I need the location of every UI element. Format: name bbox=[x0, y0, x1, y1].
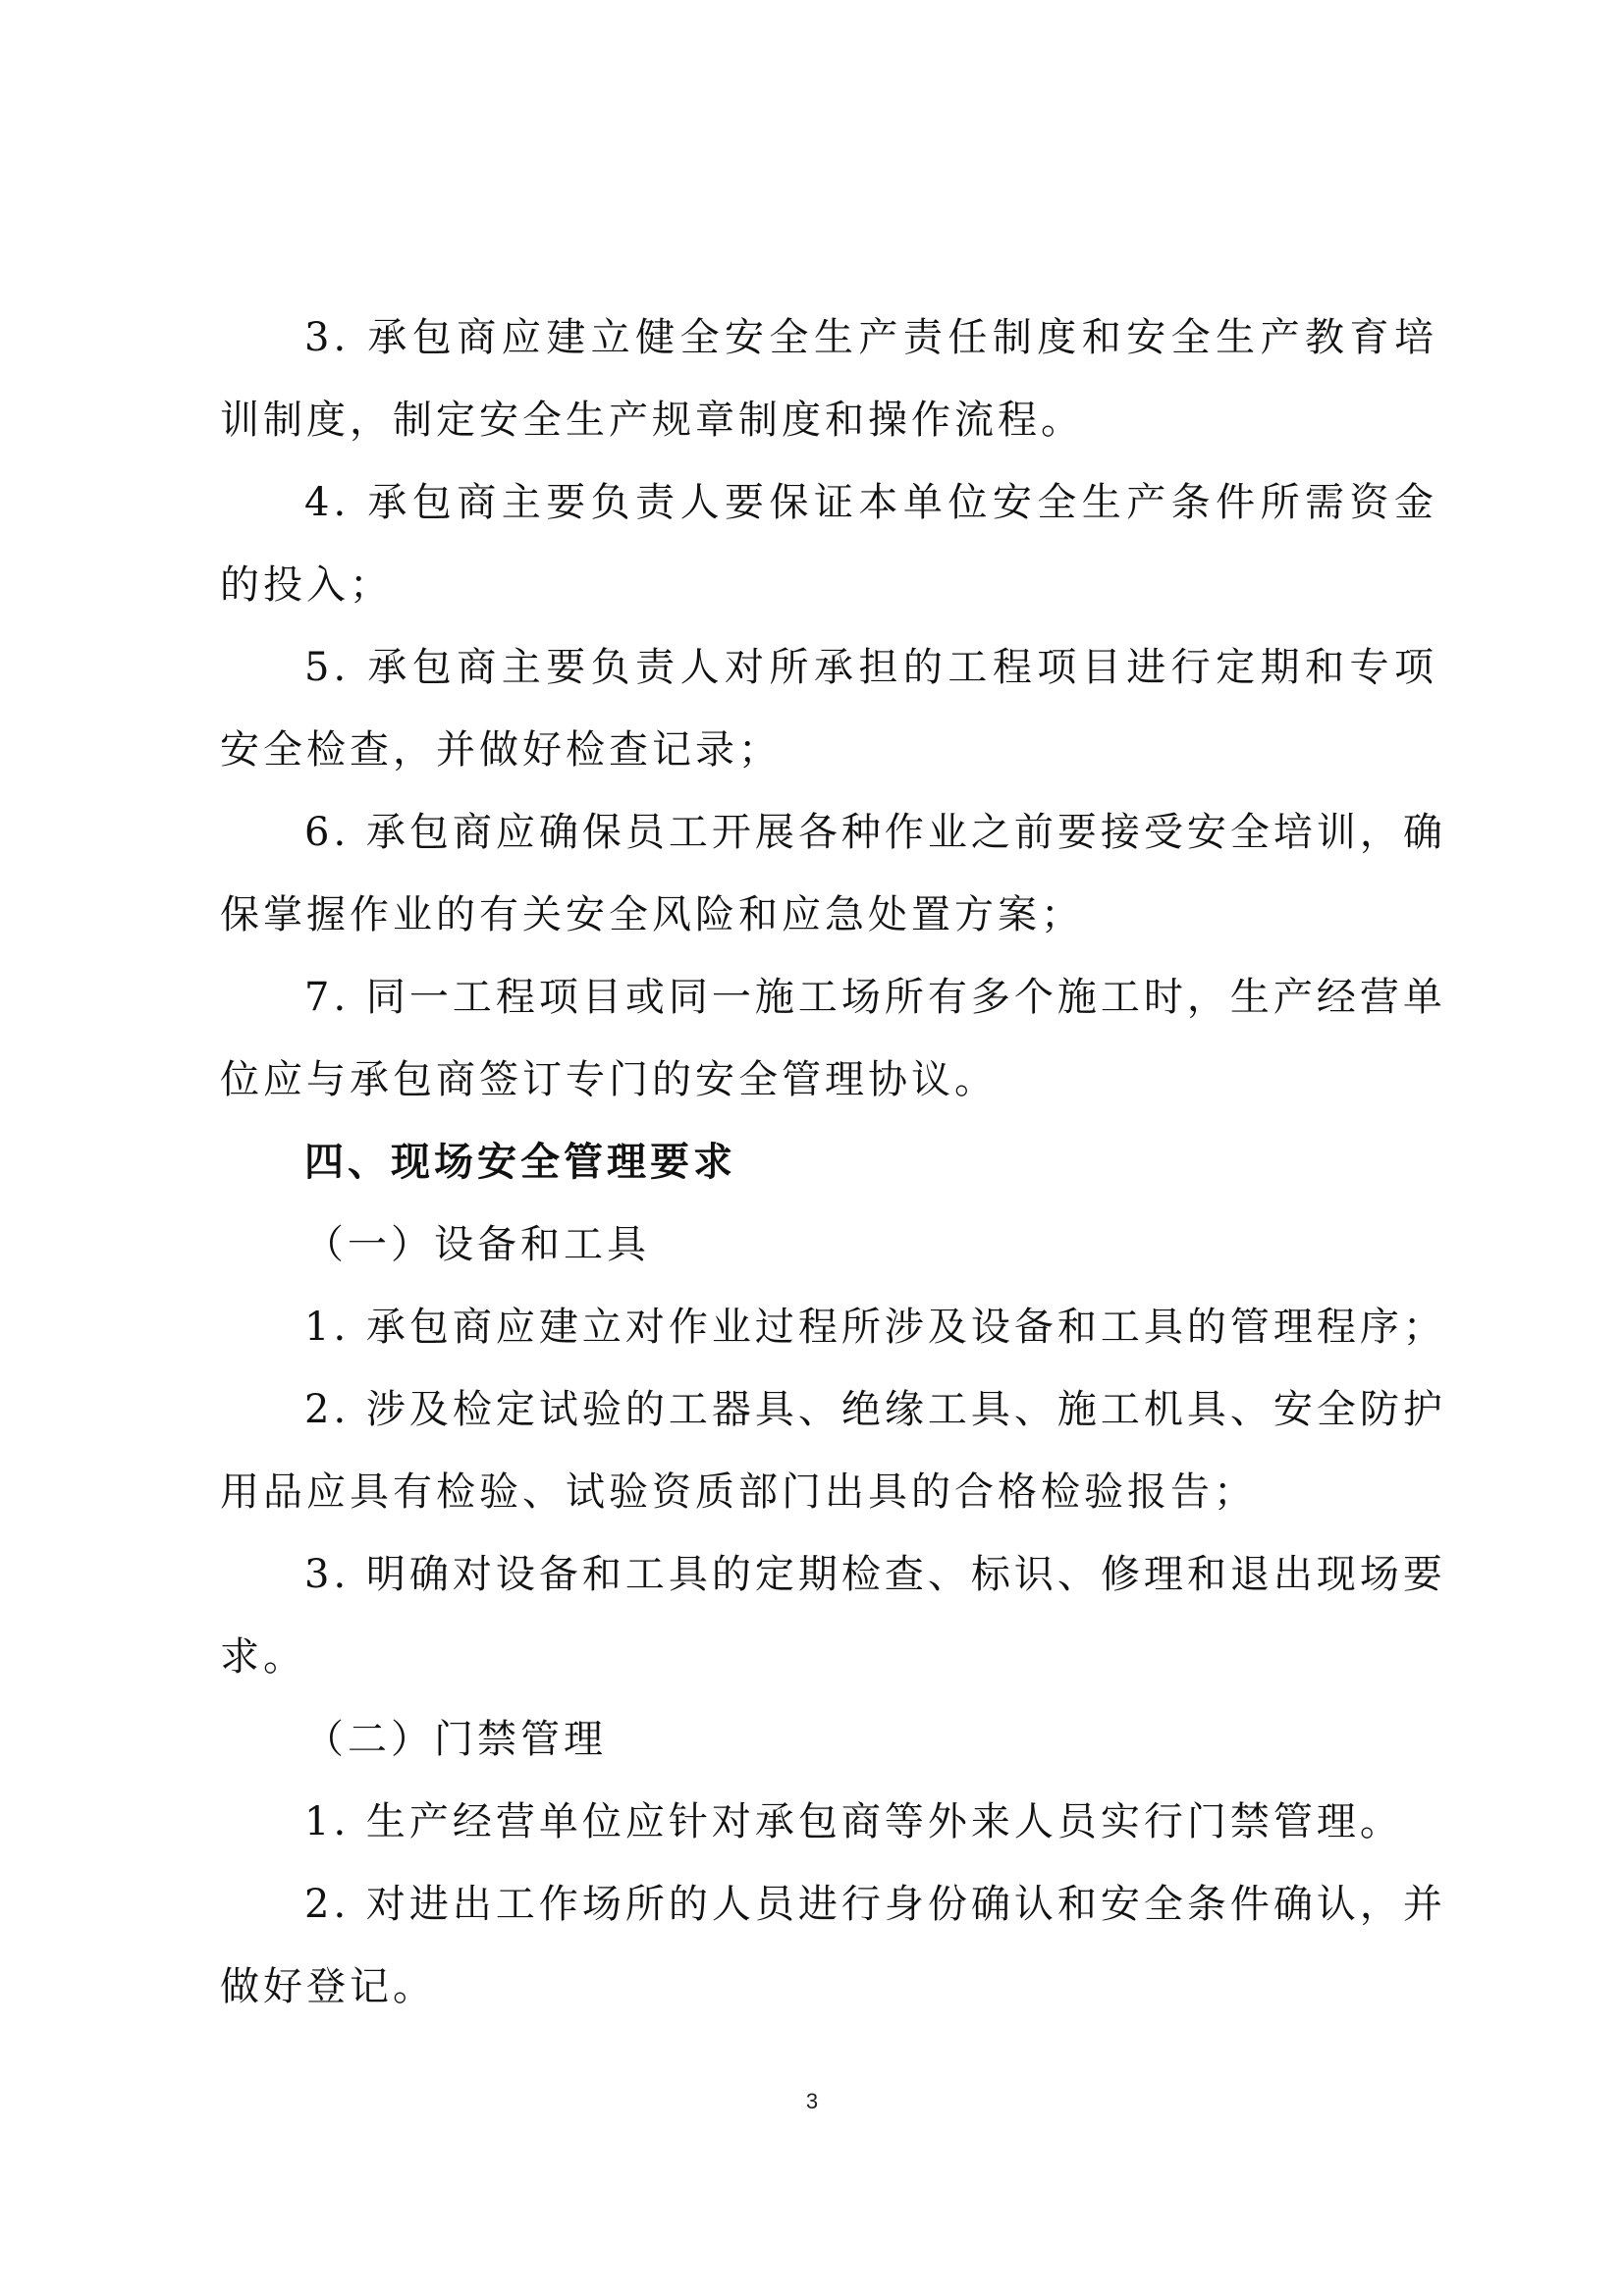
subsection-1-item-3-line-1: 3. 明确对设备和工具的定期检查、标识、修理和退出现场要 bbox=[304, 1552, 1446, 1597]
paragraph-7-line-2: 位应与承包商签订专门的安全管理协议。 bbox=[220, 1057, 998, 1102]
subsection-2-title: （二）门禁管理 bbox=[304, 1717, 607, 1762]
subsection-1-item-1: 1. 承包商应建立对作业过程所涉及设备和工具的管理程序； bbox=[304, 1305, 1446, 1350]
paragraph-3-line-2: 训制度，制定安全生产规章制度和操作流程。 bbox=[220, 398, 1084, 443]
subsection-2-item-1: 1. 生产经营单位应针对承包商等外来人员实行门禁管理。 bbox=[304, 1799, 1403, 1844]
paragraph-6-line-1: 6. 承包商应确保员工开展各种作业之前要接受安全培训，确 bbox=[304, 810, 1446, 855]
paragraph-4-line-1: 4. 承包商主要负责人要保证本单位安全生产条件所需资金 bbox=[304, 480, 1437, 525]
subsection-1-item-2-line-1: 2. 涉及检定试验的工器具、绝缘工具、施工机具、安全防护 bbox=[304, 1387, 1446, 1432]
subsection-1-item-2-line-2: 用品应具有检验、试验资质部门出具的合格检验报告； bbox=[220, 1469, 1257, 1515]
paragraph-4-line-2: 的投入； bbox=[220, 562, 393, 608]
page-number: 3 bbox=[805, 2089, 819, 2113]
subsection-1-item-3-line-2: 求。 bbox=[220, 1634, 306, 1680]
paragraph-3-line-1: 3. 承包商应建立健全安全生产责任制度和安全生产教育培 bbox=[304, 315, 1437, 360]
paragraph-6-line-2: 保掌握作业的有关安全风险和应急处置方案； bbox=[220, 892, 1084, 937]
section-heading: 四、现场安全管理要求 bbox=[304, 1140, 736, 1185]
subsection-2-item-2-line-1: 2. 对进出工作场所的人员进行身份确认和安全条件确认，并 bbox=[304, 1882, 1446, 1927]
paragraph-5-line-2: 安全检查，并做好检查记录； bbox=[220, 727, 782, 773]
subsection-2-item-2-line-2: 做好登记。 bbox=[220, 1964, 436, 2009]
subsection-1-title: （一）设备和工具 bbox=[304, 1222, 650, 1267]
paragraph-7-line-1: 7. 同一工程项目或同一施工场所有多个施工时，生产经营单 bbox=[304, 975, 1446, 1020]
paragraph-5-line-1: 5. 承包商主要负责人对所承担的工程项目进行定期和专项 bbox=[304, 645, 1437, 690]
